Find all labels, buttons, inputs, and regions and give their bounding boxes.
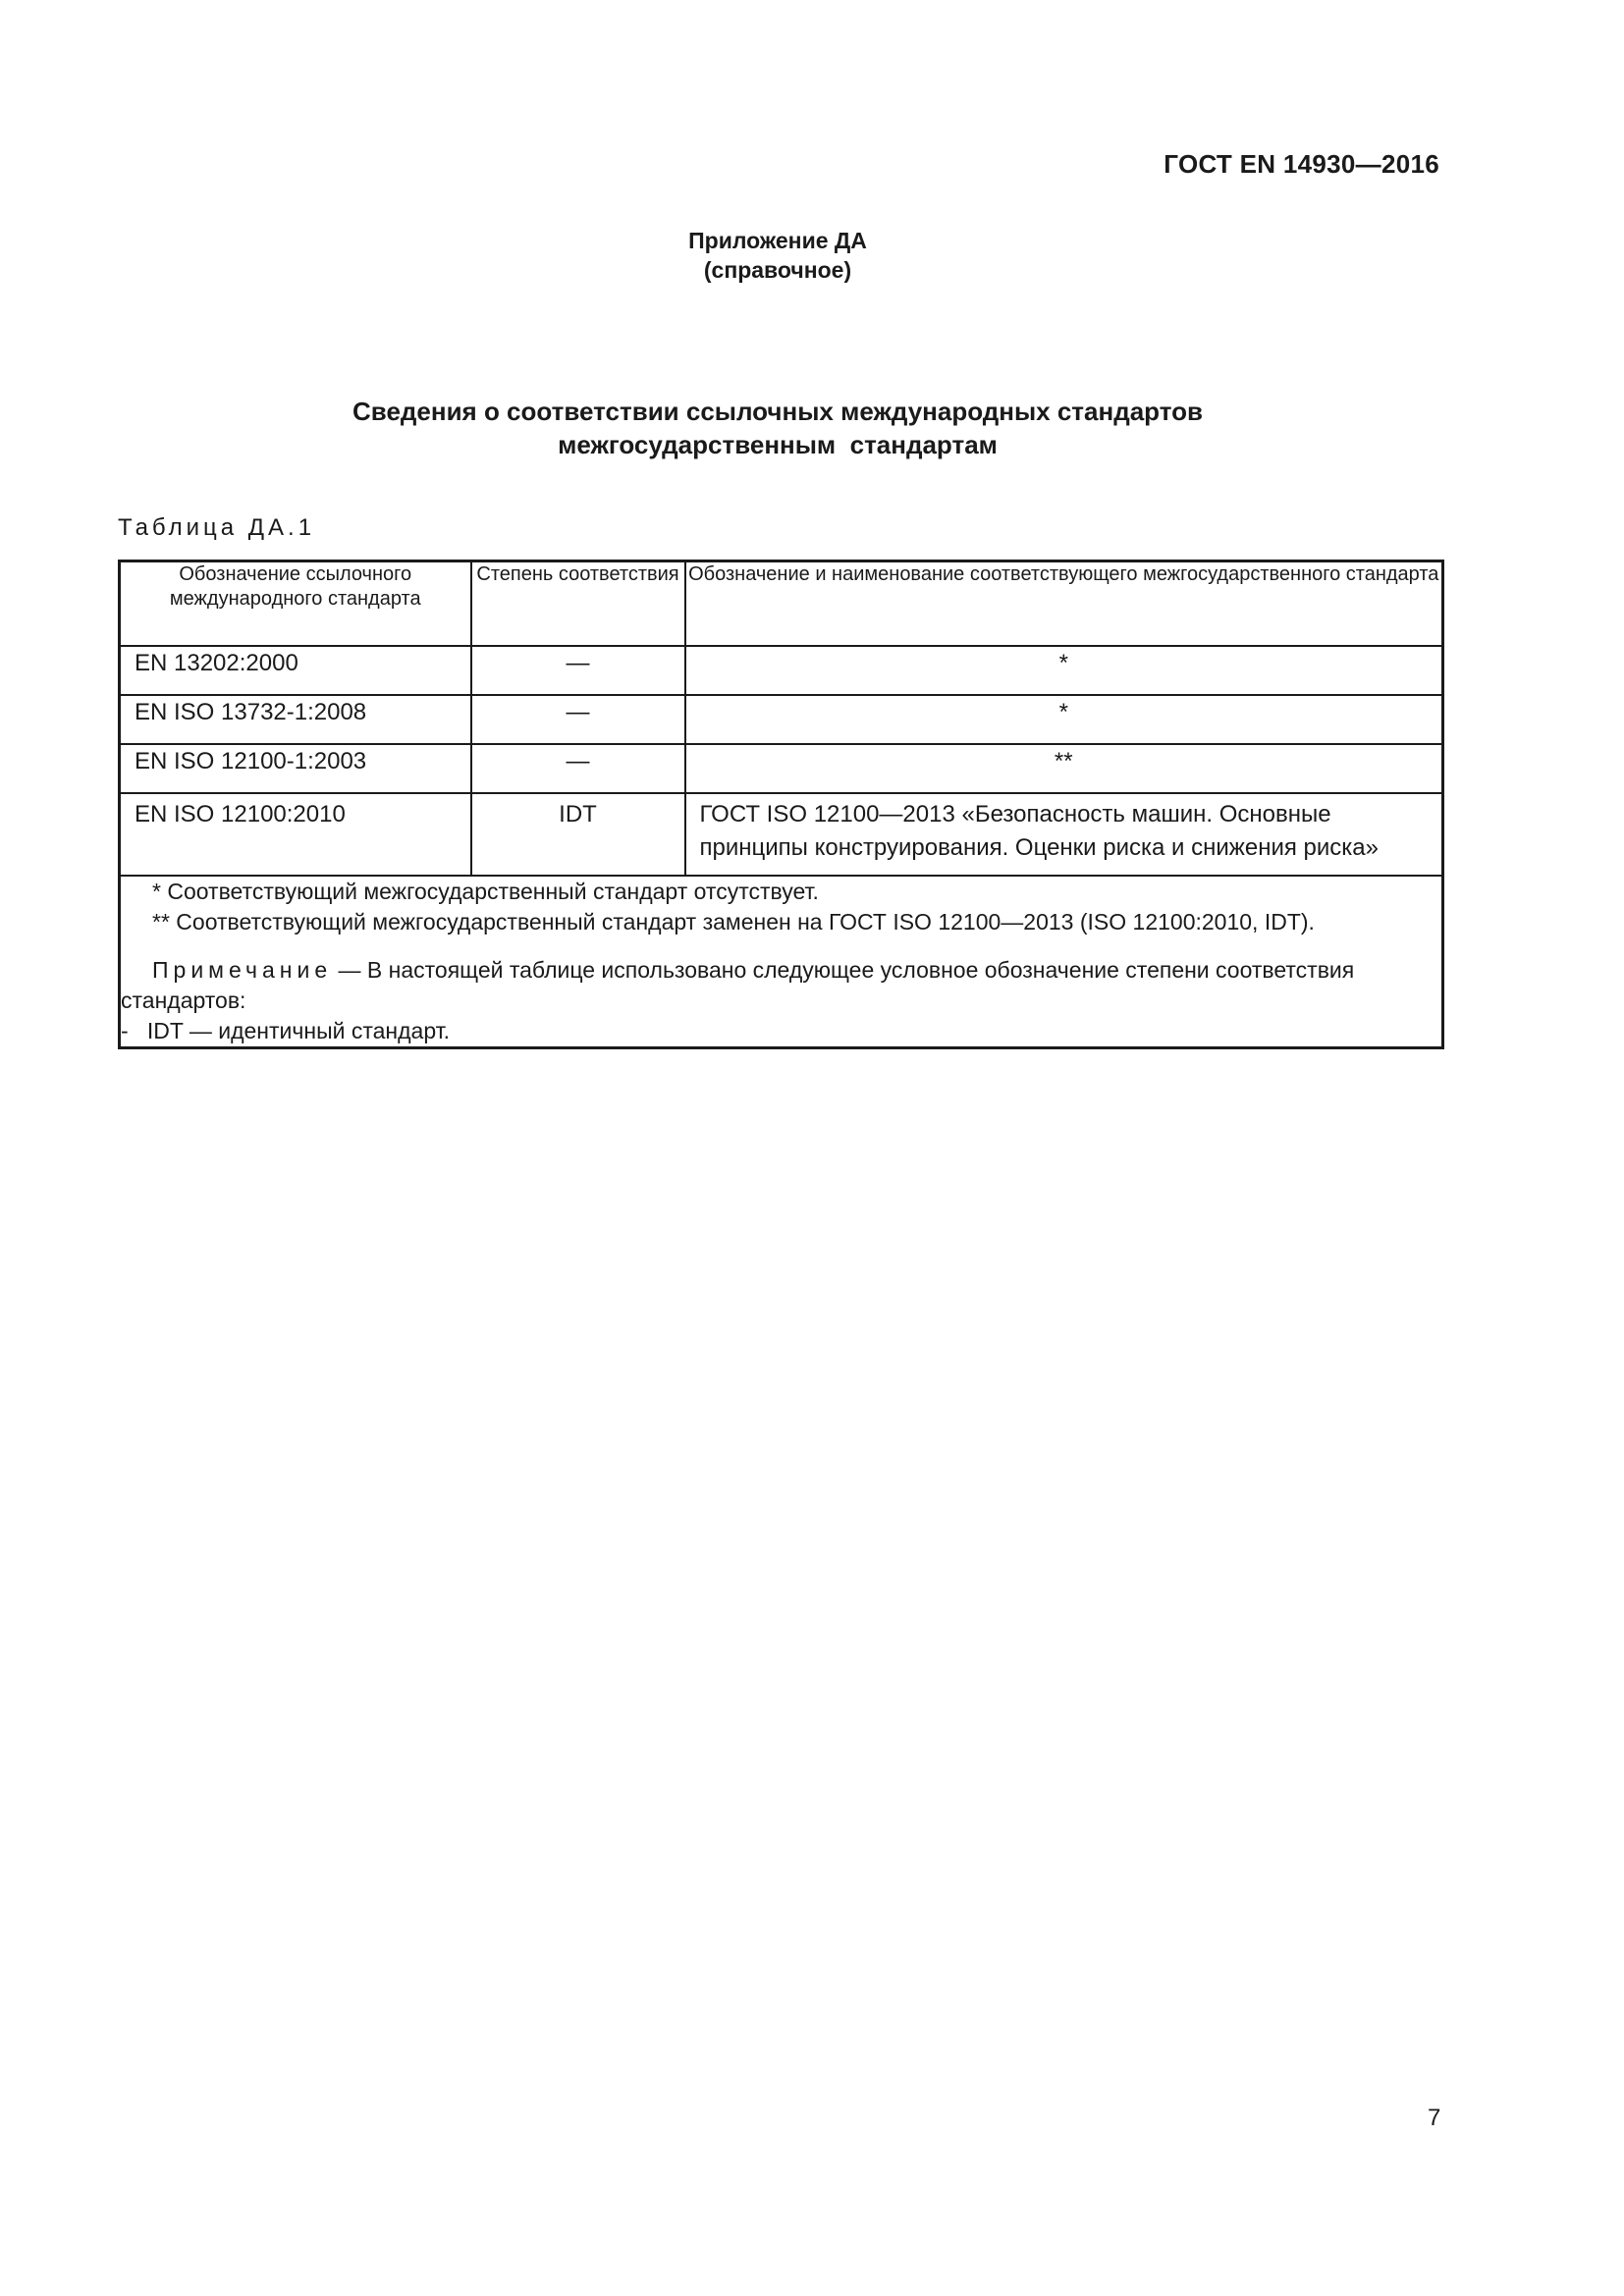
cell-reference: EN ISO 12100:2010 [120, 793, 471, 876]
note-label: Примечание [152, 957, 333, 983]
header-degree: Степень соответствия [471, 561, 685, 647]
cell-reference: EN 13202:2000 [120, 646, 471, 695]
cell-standard: * [685, 646, 1443, 695]
cell-standard: * [685, 695, 1443, 744]
cell-degree: — [471, 695, 685, 744]
table-row [120, 744, 1443, 793]
note-text: — В настоящей таблице использовано следующее условное обозначение степени соответствия стандартов: [121, 957, 1355, 1013]
reference-standards-table [118, 560, 1444, 1049]
cell-standard: ГОСТ ISO 12100—2013 «Безопасность машин. Основные принципы конструирования. Оценки риска и снижения риска» [685, 793, 1443, 876]
page-number: 7 [1428, 2105, 1441, 2131]
table-caption: Таблица ДА.1 [118, 514, 316, 541]
document-code: ГОСТ EN 14930—2016 [1164, 149, 1439, 179]
cell-degree: — [471, 646, 685, 695]
section-title-line-1: Сведения о соответствии ссылочных международных стандартов [352, 397, 1203, 426]
table-row [120, 793, 1443, 876]
table-footnotes-row [120, 876, 1443, 1048]
appendix-title: Приложение ДА [688, 228, 867, 253]
appendix-subtitle: (справочное) [703, 257, 852, 283]
note-paragraph [121, 955, 1441, 1016]
footnotes-cell [120, 876, 1443, 1048]
footnote-single-asterisk: * Соответствующий межгосударственный стандарт отсутствует. [152, 879, 819, 904]
note-item: - IDT — идентичный стандарт. [121, 1018, 450, 1043]
appendix-heading [0, 226, 1555, 285]
cell-standard: ** [685, 744, 1443, 793]
cell-degree: IDT [471, 793, 685, 876]
header-interstate-standard: Обозначение и наименование соответствующего межгосударственного стандарта [685, 561, 1443, 647]
section-title-line-2: межгосударственным стандартам [558, 430, 998, 459]
table-row [120, 646, 1443, 695]
cell-reference: EN ISO 12100-1:2003 [120, 744, 471, 793]
cell-reference: EN ISO 13732-1:2008 [120, 695, 471, 744]
table-header-row [120, 561, 1443, 647]
section-title [0, 395, 1555, 461]
footnote-double-asterisk: ** Соответствующий межгосударственный стандарт заменен на ГОСТ ISO 12100—2013 (ISO 12100:2010, IDT). [152, 909, 1315, 934]
table-row [120, 695, 1443, 744]
header-reference-standard: Обозначение ссылочного международного стандарта [120, 561, 471, 647]
cell-degree: — [471, 744, 685, 793]
